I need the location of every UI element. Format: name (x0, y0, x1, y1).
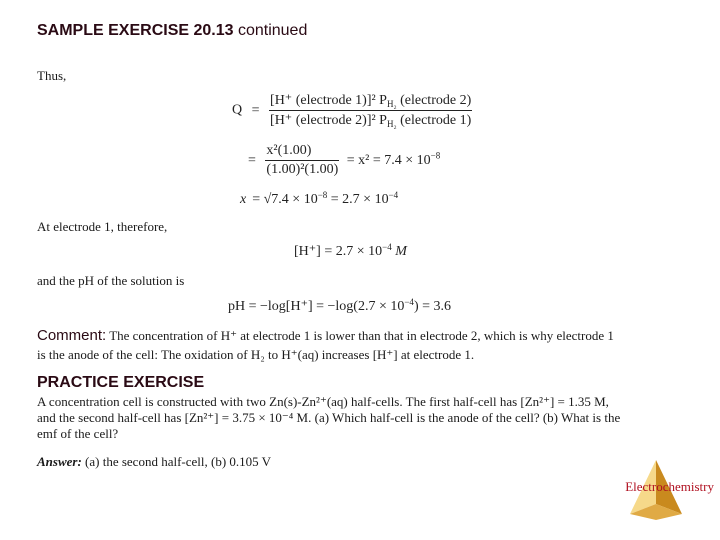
x-label: x (240, 192, 247, 207)
x-sqrt: = √7.4 × 10 (252, 192, 318, 207)
answer-label: Answer: (37, 454, 82, 469)
h-lhs: [H⁺] = 2.7 × 10 (294, 244, 383, 259)
ph-text: and the pH of the solution is (37, 273, 185, 288)
comment-line1: The concentration of H⁺ at electrode 1 is lower than that in electrode 2, which is why electrode 1 (106, 328, 614, 343)
footer-label: Electrochemistry (625, 479, 714, 494)
ph-equation (228, 297, 451, 315)
ph-exp: −4 (404, 297, 414, 307)
x-rhs: = 2.7 × 10 (327, 192, 389, 207)
practice-line3: emf of the cell? (37, 426, 119, 441)
title-rest: continued (233, 22, 308, 39)
q-equation-line2 (248, 143, 440, 178)
ph-lhs: pH = −log[H⁺] = −log(2.7 × 10 (228, 299, 405, 314)
x-rhs-exp: −4 (388, 190, 399, 200)
q-fraction-1 (269, 92, 472, 129)
q-num1-tail: (electrode 2) (396, 93, 472, 108)
h-equation (294, 242, 407, 260)
h-unit: M (391, 244, 407, 259)
q-fraction-2 (265, 143, 339, 178)
q-num1-sub: H₂ (386, 99, 397, 109)
comment-block (37, 328, 677, 363)
q-rhs2-exp: −8 (430, 150, 441, 161)
answer-text: (a) the second half-cell, (b) 0.105 V (81, 454, 272, 469)
q-label: Q (232, 102, 243, 118)
q-num1: [H⁺ (electrode 1)]² P (270, 93, 387, 108)
q-rhs2: = x² = 7.4 × 10 (346, 152, 431, 168)
q2-eq-sign: = (248, 152, 256, 168)
practice-title: PRACTICE EXERCISE (37, 374, 205, 391)
q-num2: x²(1.00) (265, 143, 339, 161)
q-den1-tail: (electrode 1) (396, 113, 472, 128)
practice-line1: A concentration cell is constructed with two Zn(s)-Zn²⁺(aq) half-cells. The first half-cell has [Zn²⁺] = 1.35 M, (37, 394, 609, 409)
answer-line (37, 454, 271, 470)
q-den1-sub: H₂ (386, 119, 397, 129)
comment-label: Comment: (37, 327, 107, 344)
ph-rhs: ) = 3.6 (413, 299, 451, 314)
comment-line2: is the anode of the cell: The oxidation of H₂ to H⁺(aq) increases [H⁺] at electrode 1. (37, 347, 475, 362)
x-equation (240, 190, 398, 208)
intro-text: Thus, (37, 68, 67, 83)
q-eq-sign: = (251, 102, 260, 118)
practice-line2: and the second half-cell has [Zn²⁺] = 3.75 × 10⁻⁴ M. (a) Which half-cell is the anode of the cell? (b) What is the (37, 410, 621, 425)
x-sqrt-exp: −8 (317, 190, 328, 200)
title-bold: SAMPLE EXERCISE 20.13 (37, 22, 234, 39)
electrode-text: At electrode 1, therefore, (37, 219, 168, 234)
q-equation-line1 (232, 92, 472, 129)
q-den1: [H⁺ (electrode 2)]² P (270, 113, 387, 128)
page-title (37, 22, 307, 40)
practice-body (37, 394, 620, 442)
h-exp: −4 (382, 242, 392, 252)
q-den2: (1.00)²(1.00) (266, 162, 339, 177)
